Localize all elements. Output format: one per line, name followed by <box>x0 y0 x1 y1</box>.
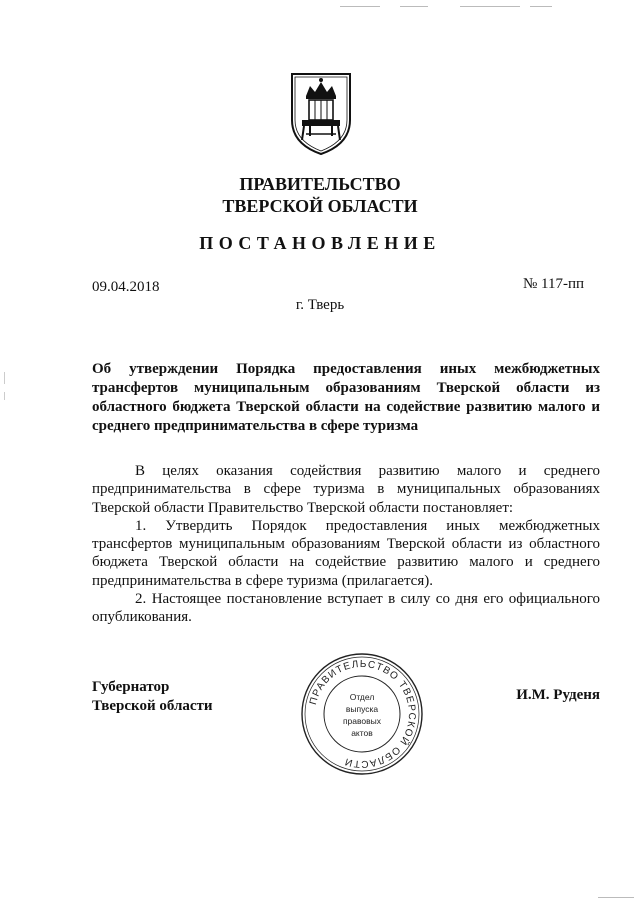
document-date: 09.04.2018 <box>92 279 160 295</box>
scan-mark <box>598 897 634 898</box>
signatory-name: И.М. Руденя <box>516 687 600 703</box>
signatory-position <box>92 678 213 716</box>
stamp-center-line1: Отдел <box>349 692 375 702</box>
official-stamp <box>300 652 424 776</box>
document-body <box>92 462 600 627</box>
scan-mark <box>530 6 552 7</box>
document-number: № 117-пп <box>522 276 584 292</box>
body-item-2: 2. Настоящее постановление вступает в силу со дня его официального опубликования. <box>92 591 600 626</box>
scan-mark <box>400 6 428 7</box>
stamp-center-line2: выпуска <box>345 704 379 714</box>
stamp-ring-text: ПРАВИТЕЛЬСТВО ТВЕРСКОЙ ОБЛАСТИ <box>307 658 418 770</box>
org-name-line1: ПРАВИТЕЛЬСТВО <box>239 174 401 194</box>
scan-mark <box>340 6 380 7</box>
tver-coat-of-arms-icon <box>288 70 354 156</box>
document-city: г. Тверь <box>295 297 345 313</box>
body-item-1: 1. Утвердить Порядок предоставления иных межбюджетных трансфертов муниципальным образованиям Тверской области из областного бюджета Тверской области на содействие развитию малого и среднего предпринимательства в сфере туризма (прилагается). <box>92 517 600 589</box>
scan-mark <box>460 6 520 7</box>
body-preamble: В целях оказания содействия развитию малого и среднего предпринимательства в сфере туризма в муниципальных образованиях Тверской области Правительство Тверской области постановляет: <box>92 463 600 516</box>
margin-mark <box>4 372 5 384</box>
signatory-position-line2: Тверской области <box>92 698 213 714</box>
stamp-center-line3: правовых <box>342 716 382 726</box>
signatory-position-line1: Губернатор <box>92 679 170 695</box>
stamp-center-line4: актов <box>351 728 373 738</box>
margin-mark <box>4 392 5 400</box>
document-title: Об утверждении Порядка предоставления иных межбюджетных трансфертов муниципальным образованиям Тверской области из областного бюджета Тверской области на содействие развитию малого и среднего предпринимательства в сфере туризма <box>92 361 600 434</box>
org-name-line2: ТВЕРСКОЙ ОБЛАСТИ <box>222 196 418 216</box>
document-type: ПОСТАНОВЛЕНИЕ <box>199 233 441 253</box>
